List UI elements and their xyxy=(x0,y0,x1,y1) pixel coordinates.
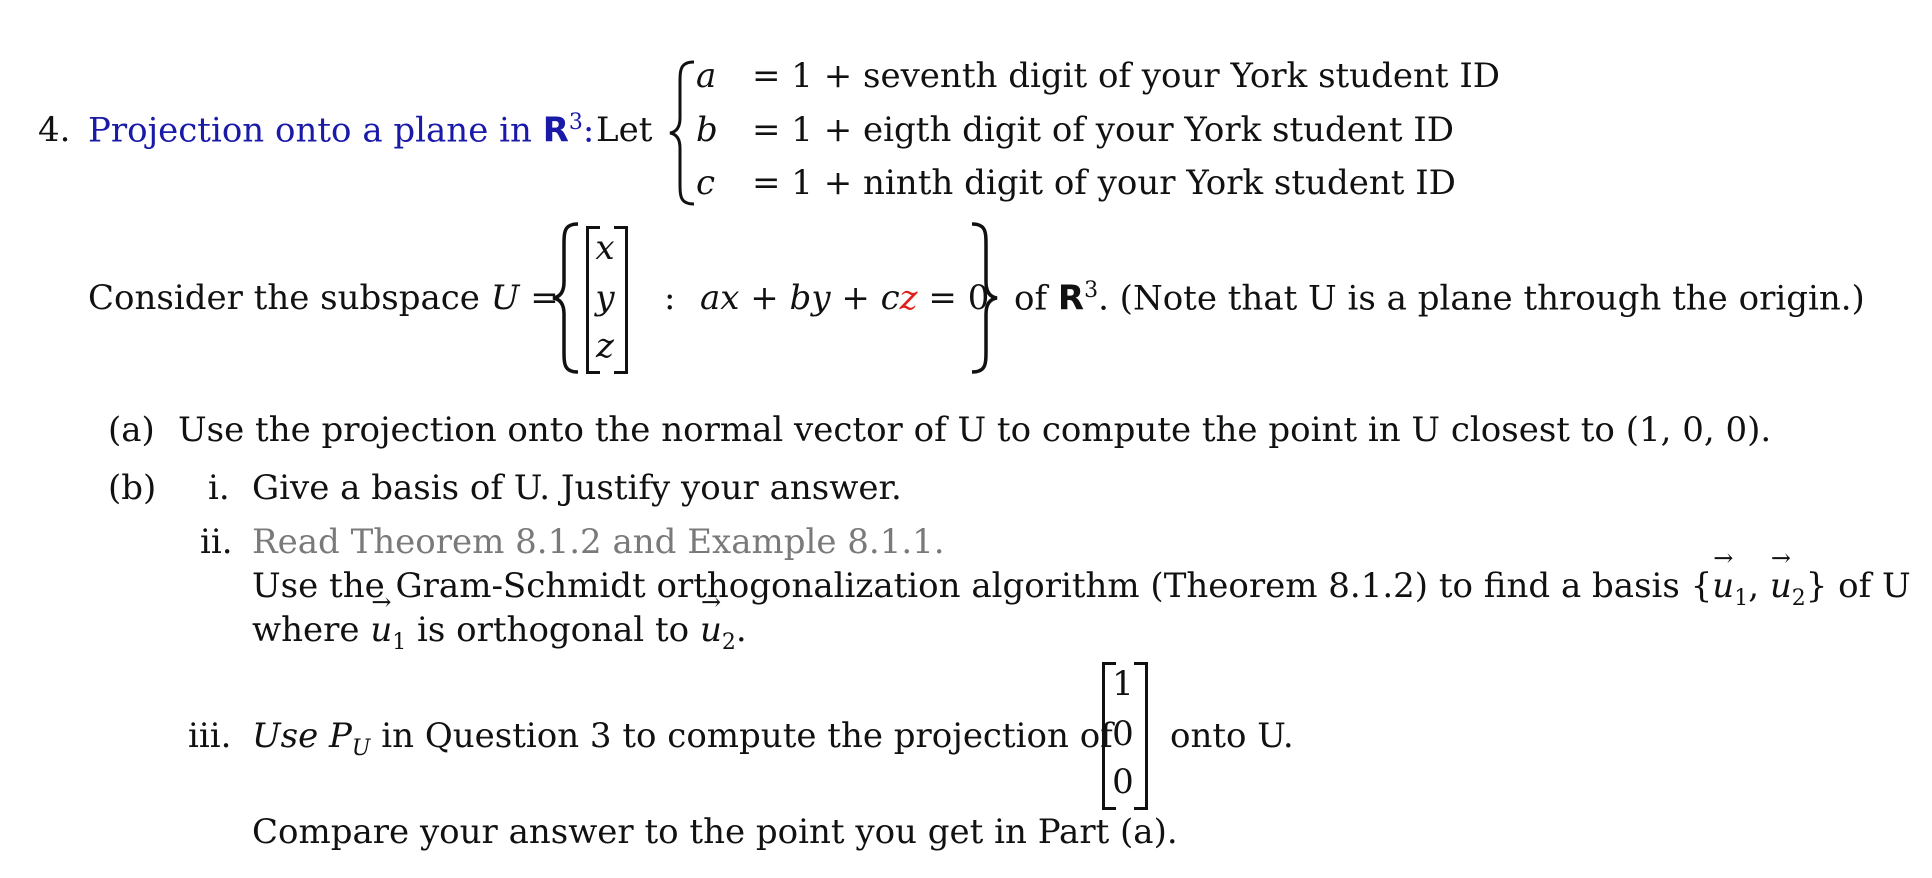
plane-equation-lhs: ax + by + c xyxy=(700,278,900,318)
space-exponent: 3 xyxy=(1084,278,1099,303)
set-right-brace xyxy=(968,222,1000,374)
title-space-exponent: 3 xyxy=(568,110,583,135)
u2-subscript: 2 xyxy=(1791,585,1806,611)
subspace-note: . (Note that U is a plane through the origin.) xyxy=(1098,278,1865,319)
part-a-text: Use the projection onto the normal vector of U to compute the point in U closest to (1, 0, 0). xyxy=(178,410,1772,450)
ii-line1-pre: Use the Gram-Schmidt orthogonalization algorithm (Theorem 8.1.2) to find a basis { xyxy=(252,566,1713,606)
vector-100-entry-3: 0 xyxy=(1112,762,1134,802)
ii-line2-end: . xyxy=(735,610,747,650)
iii-mid: in Question 3 to compute the projection of xyxy=(370,716,1113,756)
u2-vector: → u xyxy=(1770,566,1792,606)
case-rhs-b: = 1 + eigth digit of your York student ID xyxy=(752,110,1454,150)
problem-title-text: Projection onto a plane in xyxy=(88,110,543,151)
let-word: Let xyxy=(596,110,653,150)
part-b-ii-label: ii. xyxy=(200,522,233,562)
case-rhs-a: = 1 + seventh digit of your York student ID xyxy=(752,56,1501,96)
compare-text: Compare your answer to the point you get in Part (a). xyxy=(252,812,1178,852)
subspace-intro xyxy=(88,278,559,318)
subspace-tail xyxy=(1014,278,1865,318)
line2-u1-vector: → u xyxy=(370,610,392,650)
case-var-a: a xyxy=(696,56,717,96)
iii-pre: Use P xyxy=(252,716,352,756)
u1-subscript: 1 xyxy=(1734,585,1749,611)
part-b-iii-label: iii. xyxy=(188,716,232,756)
ii-line2-pre: where xyxy=(252,610,371,650)
case-var-c: c xyxy=(696,163,716,203)
plane-equation xyxy=(700,278,989,318)
part-a-label: (a) xyxy=(108,410,155,450)
cases-left-brace xyxy=(668,60,698,206)
part-b-iii-text xyxy=(252,716,1113,761)
ii-line1-post: } of U xyxy=(1805,566,1911,606)
vector-entry-y: y xyxy=(595,278,615,318)
ii-line2-mid: is orthogonal to xyxy=(406,610,700,650)
part-b-i-label: i. xyxy=(208,468,230,508)
space-symbol: R xyxy=(1057,278,1085,319)
case-rhs-c: = 1 + ninth digit of your York student ID xyxy=(752,163,1456,203)
subspace-equals: = xyxy=(530,278,559,318)
part-b-label: (b) xyxy=(108,468,157,508)
iii-subscript: U xyxy=(351,735,371,761)
vector-entry-z: z xyxy=(596,326,614,366)
title-space-symbol: R xyxy=(542,110,569,151)
vector-entry-x: x xyxy=(595,228,615,268)
problem-number: 4. xyxy=(38,110,71,150)
part-b-ii-line2 xyxy=(252,610,747,655)
line2-u2-vector: → u xyxy=(700,610,722,650)
part-b-ii-read: Read Theorem 8.1.2 and Example 8.1.1. xyxy=(252,522,945,562)
vector-100-entry-2: 0 xyxy=(1112,714,1134,754)
problem-title xyxy=(88,110,594,150)
iii-post: onto U. xyxy=(1170,716,1294,756)
plane-equation-z: z xyxy=(899,278,918,318)
title-colon: : xyxy=(582,110,595,151)
subspace-intro-text: Consider the subspace xyxy=(88,278,480,318)
plane-equation-rhs: = 0 xyxy=(917,278,990,318)
part-b-i-text: Give a basis of U. Justify your answer. xyxy=(252,468,902,508)
line2-u2-subscript: 2 xyxy=(721,629,736,655)
of-word: of xyxy=(1014,278,1048,319)
set-left-brace xyxy=(550,222,582,374)
set-colon: : xyxy=(664,278,676,318)
vector-100-entry-1: 1 xyxy=(1112,664,1134,704)
subspace-U: U xyxy=(490,278,520,318)
part-b-ii-line1 xyxy=(252,566,1911,611)
u1-vector: → u xyxy=(1712,566,1734,606)
ii-comma: , xyxy=(1748,566,1770,606)
case-var-b: b xyxy=(696,110,718,150)
line2-u1-subscript: 1 xyxy=(392,629,407,655)
